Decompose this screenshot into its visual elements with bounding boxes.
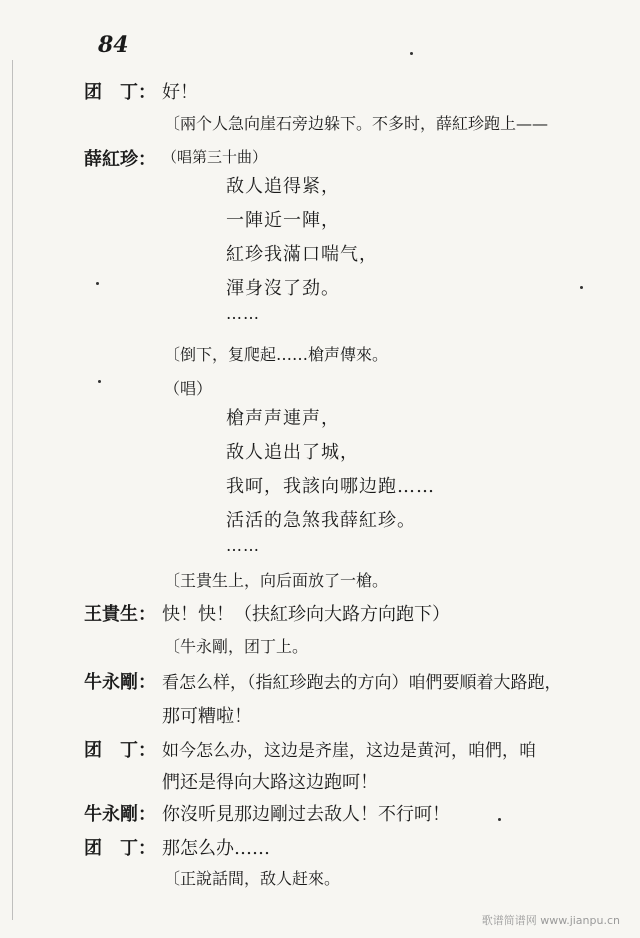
- scan-speck: [498, 818, 501, 821]
- stage-direction: 〔正說話間，敌人赶來。: [164, 869, 341, 888]
- verse-line: 紅珍我滿口喘气，: [226, 244, 378, 265]
- stage-direction: 〔倒下，复爬起……槍声傳來。: [164, 345, 389, 364]
- stage-direction: （唱）: [164, 379, 213, 398]
- dialog-text: 快！快！（扶紅珍向大路方向跑下）: [162, 604, 450, 625]
- verse-line: 一陣近一陣，: [226, 210, 340, 231]
- stage-direction: 〔兩个人急向崖石旁边躲下。不多时，薛紅珍跑上——: [164, 114, 549, 133]
- binding-margin-line: [12, 60, 13, 920]
- scan-speck: [580, 286, 583, 289]
- speaker-name: 团 丁：: [84, 838, 156, 859]
- stage-direction: 〔牛永剛，团丁上。: [164, 637, 309, 656]
- scan-speck: [96, 282, 99, 285]
- dialog-text: 那怎么办……: [162, 838, 270, 859]
- scan-speck: [98, 380, 101, 383]
- speaker-name: 薛紅珍：: [84, 149, 156, 170]
- verse-line: 槍声声連声，: [226, 408, 340, 429]
- speaker-name: 牛永剛：: [84, 672, 156, 693]
- watermark: 歌谱简谱网 www.jianpu.cn: [481, 914, 620, 927]
- dialog-continuation: 那可糟啦！: [162, 706, 252, 727]
- page-number: 84: [98, 32, 129, 58]
- verse-line: 活活的急煞我薛紅珍。: [226, 510, 416, 531]
- verse-line: 敌人追出了城，: [226, 442, 359, 463]
- speaker-name: 团 丁：: [84, 740, 156, 761]
- dialog-text: （唱第三十曲）: [162, 148, 268, 166]
- verse-line: 敌人追得紧，: [226, 176, 340, 197]
- verse-line: 我呵，我該向哪边跑……: [226, 476, 435, 497]
- scan-speck: [410, 52, 413, 55]
- dialog-text: 如今怎么办，这边是齐崖，这边是黄河，咱們，咱: [162, 741, 536, 761]
- dialog-text: 你沒听見那边剛过去敌人！不行呵！: [162, 804, 450, 825]
- dialog-text: 看怎么样，（指紅珍跑去的方向）咱們要順着大路跑，: [162, 673, 562, 693]
- ellipsis: ……: [226, 304, 260, 323]
- stage-direction: 〔王貴生上，向后面放了一槍。: [164, 571, 389, 590]
- dialog-text: 好！: [162, 82, 198, 103]
- speaker-name: 团 丁：: [84, 82, 156, 103]
- ellipsis: ……: [226, 536, 260, 555]
- verse-line: 渾身沒了劲。: [226, 278, 340, 299]
- speaker-name: 王貴生：: [84, 604, 156, 625]
- dialog-continuation: 們还是得向大路这边跑呵！: [162, 772, 378, 793]
- speaker-name: 牛永剛：: [84, 804, 156, 825]
